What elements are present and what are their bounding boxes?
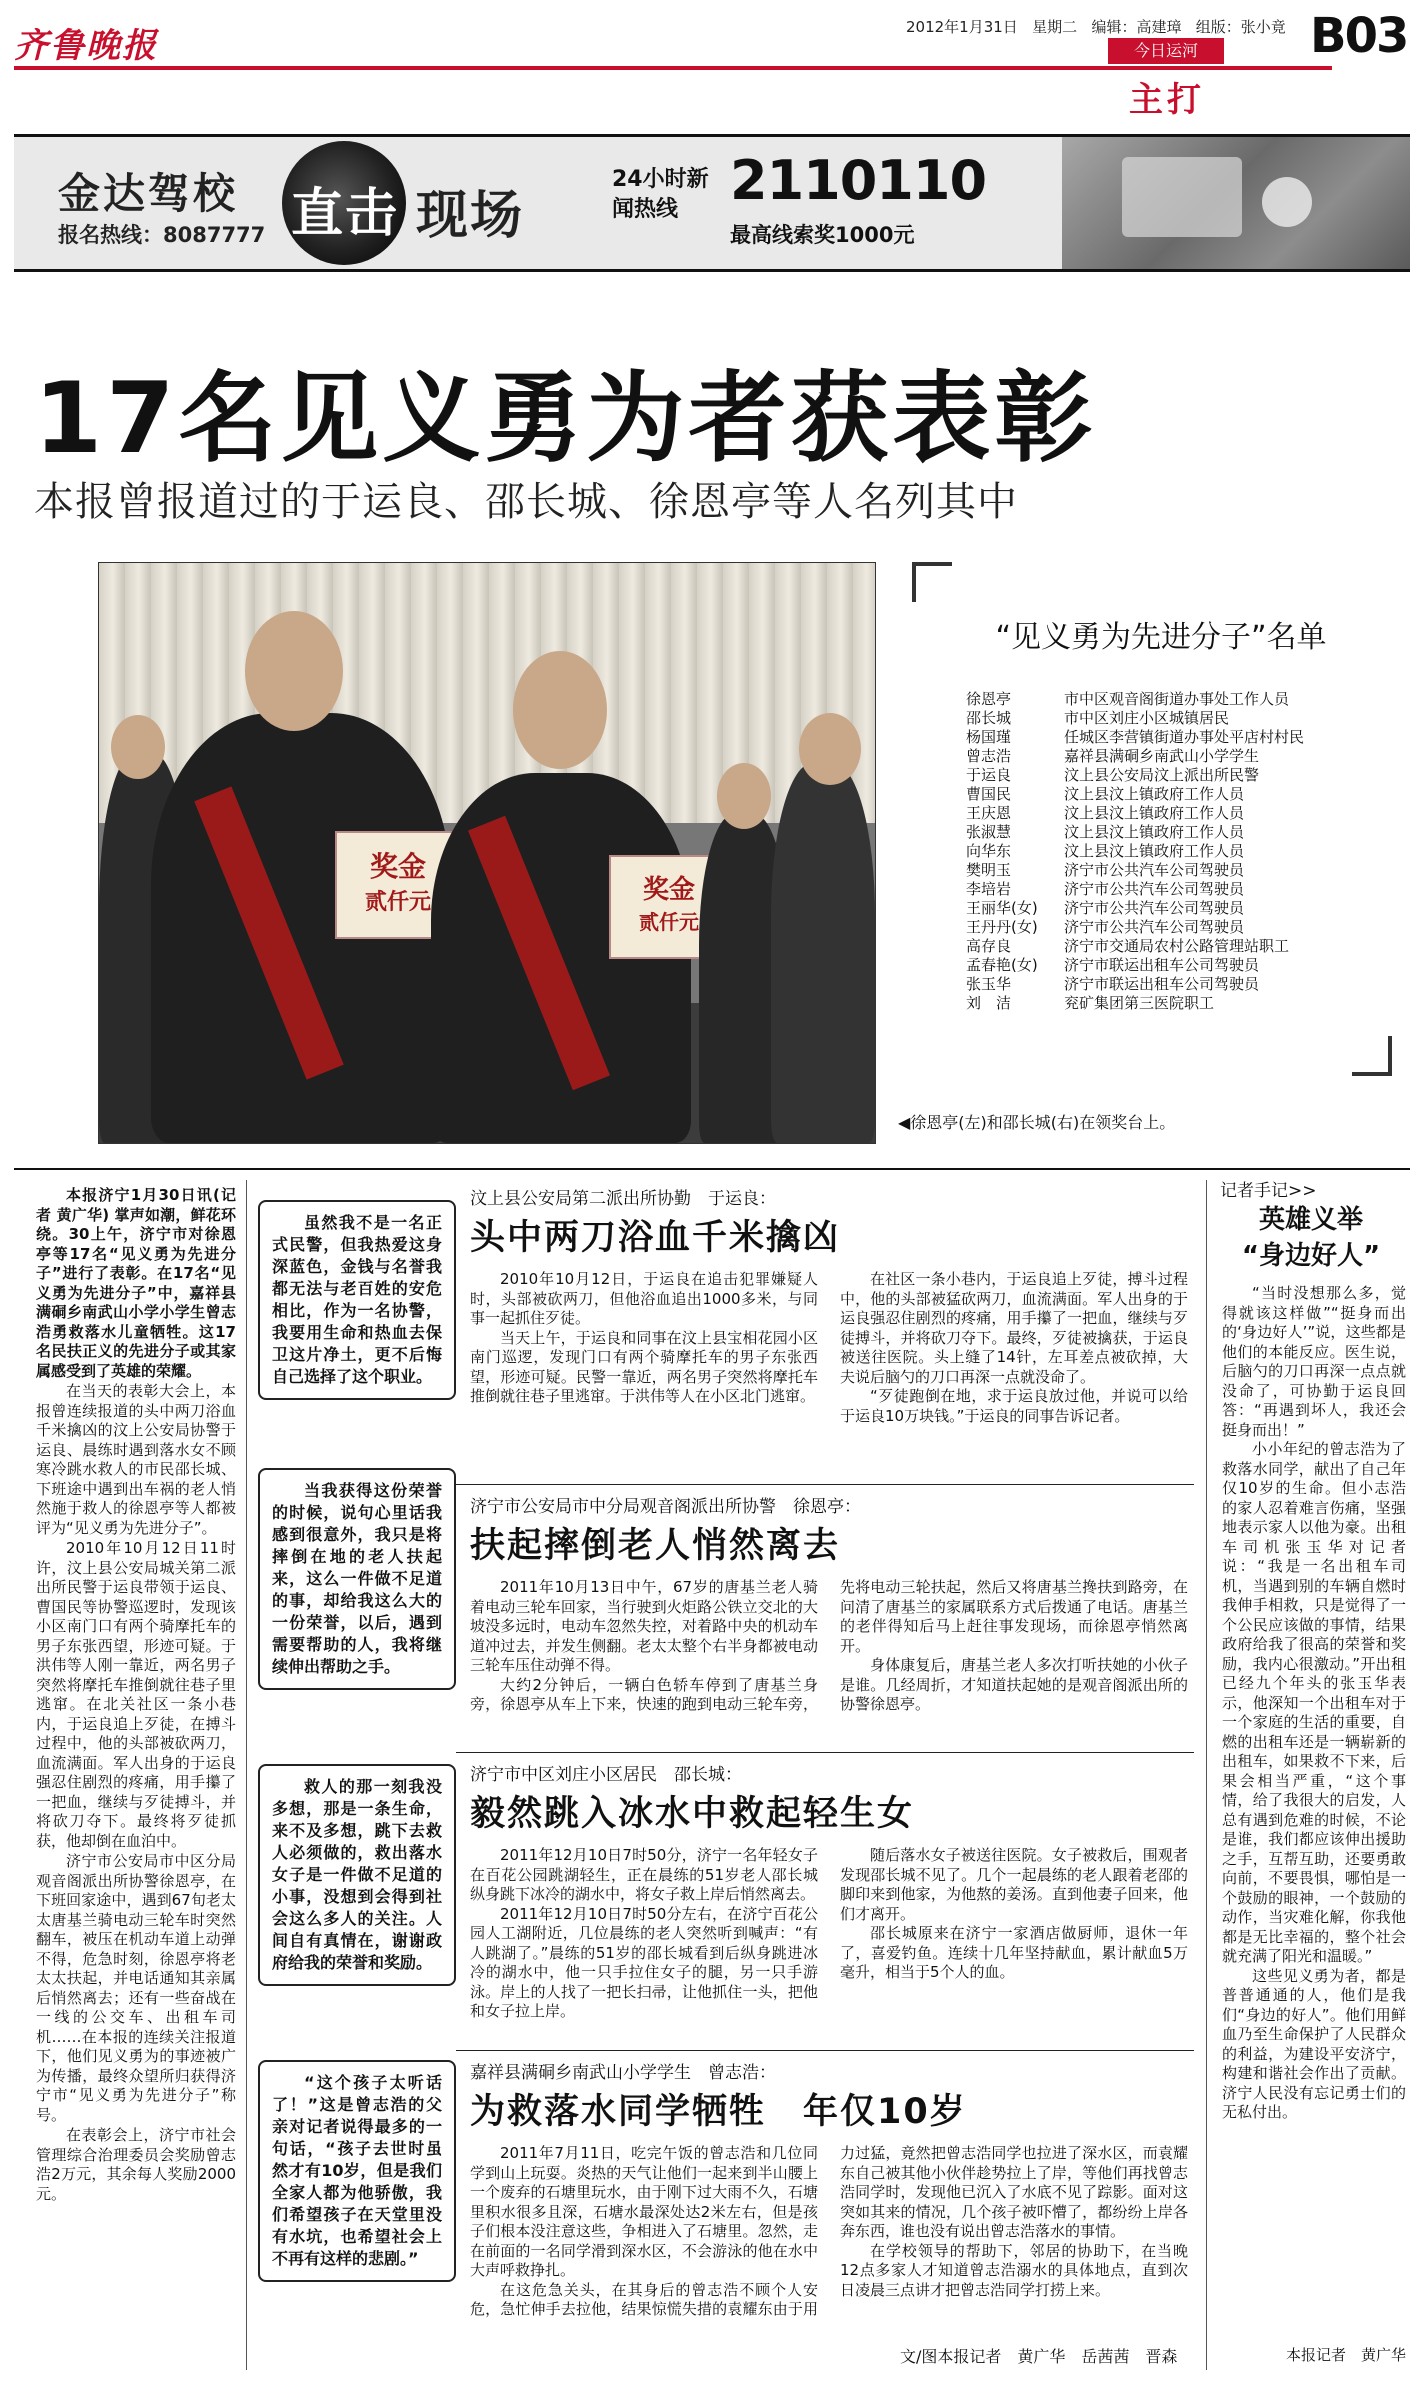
notes-kicker: 记者手记>>: [1220, 1181, 1317, 1201]
story-paragraph: 2011年12月10日7时50分左右，在济宁百花公园人工湖附近，几位晨练的老人突然听到喊声：“有人跳湖了。”晨练的51岁的邵长城看到后纵身跳进冰冷的湖水中，他一只手拉住女子的腿，另一只手游泳。岸上的人找了一把长扫帚，让他抓住一头，把他和女子拉上岸。: [470, 1904, 818, 2020]
issue-editor: 编辑：高建璋: [1091, 18, 1182, 36]
honoree-name: 曾志浩: [966, 747, 1012, 765]
story-paragraph: 2011年12月10日7时50分，济宁一名年轻女子在百花公园跳湖轻生，正在晨练的51岁老人邵长城纵身跳下冰冷的湖水中，将女子救上岸后悄然离去。: [470, 1846, 818, 1903]
quote-box: [258, 1468, 456, 1690]
story-title: 为救落水同学牺牲 年仅10岁: [470, 2092, 967, 2132]
column-divider: [1206, 1180, 1207, 2370]
quote-text: 虽然我不是一名正式民警，但我热爱这身深蓝色，金钱与名誉我都无法与老百姓的安危相比，作为一名协警，我要用生命和热血去保卫这片净土，更不后悔自己选择了这个职业。: [272, 1213, 442, 1386]
honoree-row: [966, 994, 1386, 1013]
hotline-label: 24小时新闻热线: [612, 167, 709, 222]
honoree-name: 邵长城: [966, 709, 1012, 727]
story-body: [470, 1270, 1188, 1480]
column-host: 主打: [1129, 80, 1205, 120]
notes-body: [1222, 1284, 1406, 2123]
story-title: 扶起摔倒老人悄然离去: [470, 1526, 841, 1566]
honoree-unit: 济宁市交通局农村公路管理站职工: [1064, 937, 1290, 955]
honoree-name: 张玉华: [966, 975, 1012, 993]
person-right-head: [513, 651, 607, 769]
award-card-right-line1: 奖金: [642, 875, 695, 905]
honoree-row: [966, 880, 1386, 899]
newspaper-logo: 齐鲁晚报: [14, 26, 158, 66]
quote-text: 救人的那一刻我没多想，那是一条生命，来不及多想，跳下去救人必须做的，救出落水女子是一件做不足道的小事，没想到会得到社会这么多人的关注。人间自有真情在，谢谢政府给我的荣誉和奖励。: [272, 1777, 442, 1972]
lead-paragraph: 济宁市公安局市中区分局观音阁派出所协警徐恩亭，在下班回家途中，遇到67旬老太太唐基兰骑电动三轮车时突然翻车，被压在机动车道上动弹不得，危急时刻，徐恩亭将老太太扶起，并电话通知其亲属后悄然离去；还有一些奋战在一线的公交车、出租车司机……在本报的连续关注报道下，他们见义勇为的事迹被广为传播，最终众望所归获得济宁市“见义勇为先进分子”称号。: [36, 1852, 236, 2124]
honoree-unit: 市中区刘庄小区城镇居民: [1064, 709, 1230, 727]
honoree-name: 于运良: [966, 766, 1012, 784]
honoree-unit: 济宁市联运出租车公司驾驶员: [1064, 956, 1260, 974]
photo-caption: ◀徐恩亭(左)和邵长城(右)在领奖台上。: [898, 1113, 1176, 1132]
honoree-row: [966, 728, 1386, 747]
issue-layout: 组版：张小竟: [1195, 18, 1286, 36]
hotline-reward: 最高线索奖1000元: [730, 223, 915, 247]
honoree-list-title: “见义勇为先进分子”名单: [995, 620, 1327, 655]
award-card-right-line2: 贰仟元: [639, 910, 699, 934]
story-body: [470, 1578, 1188, 1748]
story-title: 毅然跳入冰水中救起轻生女: [470, 1794, 915, 1834]
honoree-unit: 汶上县汶上镇政府工作人员: [1064, 823, 1245, 841]
honoree-unit: 济宁市公共汽车公司驾驶员: [1064, 899, 1245, 917]
story-paragraph: “歹徒跑倒在地，求于运良放过他，并说可以给于运良10万块钱。”于运良的同事告诉记者。: [840, 1387, 1188, 1425]
list-frame-corner: [912, 562, 952, 602]
quote-box: [258, 1200, 456, 1400]
honoree-name: 樊明玉: [966, 861, 1012, 879]
story-paragraph: 邵长城原来在济宁一家酒店做厨师，退休一年了，喜爱钓鱼。连续十几年坚持献血，累计献血5万毫升，相当于5个人的血。: [840, 1924, 1188, 1981]
story-paragraph: 随后落水女子被送往医院。女子被救后，围观者发现邵长城不见了。几个一起晨练的老人跟着老邵的脚印来到他家，为他熬的姜汤。直到他妻子回来，他们才离开。: [840, 1846, 1188, 1923]
award-photo: [98, 562, 876, 1144]
honoree-row: [966, 937, 1386, 956]
honoree-name: 孟春艳(女): [966, 956, 1038, 974]
honoree-unit: 济宁市联运出租车公司驾驶员: [1064, 975, 1260, 993]
column-tag: 今日运河: [1108, 38, 1224, 64]
masthead-rule: [14, 66, 1332, 70]
story-body: [470, 1846, 1188, 2046]
list-frame-corner: [1352, 1036, 1392, 1076]
honoree-row: [966, 804, 1386, 823]
person-left-head: [245, 611, 343, 731]
quote-box: [258, 2060, 456, 2282]
honoree-name: 向华东: [966, 842, 1012, 860]
background-person-2-head: [717, 763, 771, 829]
issue-date: 2012年1月31日: [906, 18, 1018, 36]
background-person-3: [771, 763, 875, 1143]
story-kicker: 济宁市公安局市中分局观音阁派出所协警 徐恩亭：: [470, 1497, 861, 1517]
honoree-unit: 兖矿集团第三医院职工: [1064, 994, 1215, 1012]
honoree-row: [966, 747, 1386, 766]
honoree-unit: 市中区观音阁街道办事处工作人员: [1064, 690, 1290, 708]
hotline-number: 2110110: [730, 149, 987, 212]
honoree-unit: 汶上县汶上镇政府工作人员: [1064, 842, 1245, 860]
story-paragraph: 身体康复后，唐基兰老人多次打听扶她的小伙子是谁。几经周折，才知道扶起她的是观音阁派出所的协警徐恩亭。: [840, 1656, 1188, 1713]
story-divider: [456, 1752, 1194, 1753]
advertiser-name: 金达驾校: [58, 169, 239, 218]
issue-weekday: 星期二: [1032, 18, 1078, 36]
headline: 17名见义勇为者获表彰: [34, 362, 1097, 476]
story-paragraph: 2011年7月11日，吃完午饭的曾志浩和几位同学到山上玩耍。炎热的天气让他们一起来到半山腰上一个废弃的石塘里玩水，由于刚下过大雨不久，石塘里积水很多且深，石塘水最深处达2米左右，但是孩子们根本没注意这些，争相进入了石塘里。忽然，走在前面的一名同学滑到深水区，不会游泳的他在水中大声呼救挣扎。: [470, 2144, 818, 2279]
honoree-name: 王丹丹(女): [966, 918, 1038, 936]
honoree-row: [966, 956, 1386, 975]
lead-paragraph: 在表彰会上，济宁市社会管理综合治理委员会奖励曾志浩2万元，其余每人奖励2000元。: [36, 2126, 236, 2203]
lead-paragraph: 在当天的表彰大会上，本报曾连续报道的头中两刀浴血千米擒凶的汶上公安局协警于运良、晨练时遇到落水女不顾寒冷跳水救人的市民邵长城、下班途中遇到出车祸的老人悄然施于救人的徐恩亭等人都被评为“见义勇为先进分子”。: [36, 1382, 236, 1537]
background-person-3-head: [799, 713, 861, 785]
honoree-unit: 汶上县汶上镇政府工作人员: [1064, 804, 1245, 822]
honoree-unit: 汶上县汶上镇政府工作人员: [1064, 785, 1245, 803]
honoree-unit: 济宁市公共汽车公司驾驶员: [1064, 880, 1245, 898]
honoree-name: 王庆恩: [966, 804, 1012, 822]
honoree-name: 刘 洁: [966, 994, 1012, 1012]
section-banner: [14, 134, 1410, 272]
honoree-name: 杨国瑾: [966, 728, 1012, 746]
lead-paragraph: 2010年10月12日11时许，汶上县公安局城关第二派出所民警于运良带领于运良、曹国民等协警巡逻时，发现该小区南门口有两个骑摩托车的男子东张西望，形迹可疑。于洪伟等人刚一靠近，两名男子突然将摩托车推倒就往巷子里逃窜。在北关社区一条小巷内，于运良追上歹徒，在搏斗过程中，他的头部被砍两刀，血流满面。军人出身的于运良强忍住剧烈的疼痛，用手攥了一把血，继续与歹徒搏斗，并将砍刀夺下。最终将歹徒抓获，他却倒在血泊中。: [36, 1539, 236, 1850]
story-paragraph: 在这危急关头，在其身后的曾志浩不顾个人安危，急忙伸手去拉他，结果惊慌失措的袁耀东由于用力过猛，竟然把曾志浩同学也拉进了深水区，而袁耀东自己被其他小伙伴趁势拉上了岸，等他们再找曾志浩同学时，发现他已沉入了水底不见了踪影。面对这突如其来的情况，几个孩子被吓懵了，都纷纷上岸各奔东西，谁也没有说出曾志浩落水的事情。: [470, 2144, 1188, 2318]
lead-paragraph: 本报济宁1月30日讯(记者 黄广华) 掌声如潮，鲜花环绕。30上午，济宁市对徐恩亭等17名“见义勇为先进分子”进行了表彰。在17名“见义勇为先进分子”中，嘉祥县满硐乡南武山小学小学生曾志浩勇救落水儿童牺牲。这17名民扶正义的先进分子或其家属感受到了英雄的荣耀。: [36, 1186, 236, 1380]
banner-photo: [1062, 137, 1410, 269]
story-kicker: 汶上县公安局第二派出所协勤 于运良：: [470, 1189, 776, 1209]
honoree-unit: 嘉祥县满硐乡南武山小学学生: [1064, 747, 1260, 765]
honoree-row: [966, 975, 1386, 994]
honoree-unit: 任城区李营镇街道办事处平店村村民: [1064, 728, 1305, 746]
story-paragraph: 当天上午，于运良和同事在汶上县宝相花园小区南门巡逻，发现门口有两个骑摩托车的男子东张西望，形迹可疑。民警一靠近，两名男子突然将摩托车推倒就往巷子里逃窜。于洪伟等人在小区北门逃窜。: [470, 1328, 818, 1405]
lead-article: [36, 1186, 236, 2205]
notes-byline: 本报记者 黄广华: [1285, 2346, 1406, 2364]
story-title: 头中两刀浴血千米擒凶: [470, 1218, 841, 1258]
story-divider: [456, 2050, 1194, 2051]
honoree-unit: 汶上县公安局汶上派出所民警: [1064, 766, 1260, 784]
honoree-unit: 济宁市公共汽车公司驾驶员: [1064, 861, 1245, 879]
issue-info: [906, 16, 1286, 37]
story-paragraph: 在社区一条小巷内，于运良追上歹徒，搏斗过程中，他的头部被猛砍两刀，血流满面。军人出身的于运良强忍住剧烈的疼痛，用手攥了一把血，继续与歹徒搏斗，并将砍刀夺下。最终，歹徒被擒获，于运良被送往医院。头上缝了14针，左耳差点被砍掉，大夫说后脑勺的刀口再深一点就没命了。: [840, 1270, 1188, 1386]
award-card-left-line1: 奖金: [369, 850, 426, 883]
honoree-row: [966, 842, 1386, 861]
background-person-head: [111, 715, 165, 779]
honoree-name: 高存良: [966, 937, 1012, 955]
column-divider: [246, 1180, 247, 2370]
subheadline: 本报曾报道过的于运良、邵长城、徐恩亭等人名列其中: [34, 479, 1018, 525]
story-divider: [456, 1484, 1194, 1485]
honoree-name: 王丽华(女): [966, 899, 1038, 917]
honoree-unit: 济宁市公共汽车公司驾驶员: [1064, 918, 1245, 936]
notes-paragraph: 小小年纪的曾志浩为了救落水同学，献出了自己年仅10岁的生命。但小志浩的家人忍着难言伤痛，坚强地表示家人以他为豪。出租车司机张玉华对记者说：“我是一名出租车司机，当遇到别的车辆自燃时我伸手相救，只是觉得了一个公民应该做的事情，结果政府给我了很高的荣誉和奖励，我内心很激动。”开出租已经九个年头的张玉华表示，他深知一个出租车对于一个家庭的生活的重要，自燃的出租车还是一辆崭新的出租车，如果救不下来，后果会相当严重，“这个事情，给了我很大的启发，人总有遇到危难的时候，不论是谁，我们都应该伸出援助之手，互帮互助，还要勇敢向前，不要畏惧，哪怕是一个鼓励的眼神，一个鼓励的动作，当灾难化解，你我他都是无比幸福的，整个社会就充满了阳光和温暖。”: [1222, 1440, 1406, 1965]
honoree-row: [966, 785, 1386, 804]
section-brush-text: 直击: [290, 184, 399, 244]
advertiser-phone: 报名热线：8087777: [58, 223, 266, 247]
notes-paragraph: “当时没想那么多，觉得就该这样做”“挺身而出的‘身边好人’”说，这些都是他们的本能反应。医生说，后脑勺的刀口再深一点点就没命了，可协勤于运良回答：“再遇到坏人，我还会挺身而出！”: [1222, 1284, 1406, 1439]
section-name: 现场: [416, 186, 525, 246]
honoree-list: [966, 690, 1386, 1013]
notes-paragraph: 这些见义勇为者，都是普普通通的人，他们是我们“身边的好人”。他们用鲜血乃至生命保护了人民群众的利益，为建设平安济宁，构建和谐社会作出了贡献。济宁人民没有忘记勇士们的无私付出。: [1222, 1966, 1406, 2121]
story-kicker: 嘉祥县满硐乡南武山小学学生 曾志浩：: [470, 2063, 776, 2083]
honoree-name: 曹国民: [966, 785, 1012, 803]
honoree-row: [966, 899, 1386, 918]
story-paragraph: 2010年10月12日，于运良在追击犯罪嫌疑人时，头部被砍两刀，但他浴血追出1000多米，与同事一起抓住歹徒。: [470, 1270, 818, 1327]
section-divider: [14, 1168, 1410, 1170]
quote-box: [258, 1764, 456, 1986]
honoree-row: [966, 861, 1386, 880]
story-paragraph: 在学校领导的帮助下，邻居的协助下，在当晚12点多家人才知道曾志浩溺水的具体地点，直到次日凌晨三点讲才把曾志浩同学打捞上来。: [840, 2241, 1188, 2299]
story-paragraph: 大约2分钟后，一辆白色轿车停到了唐基兰身旁，徐恩亭从车上下来，快速的跑到电动三轮车旁，先将电动三轮扶起，然后又将唐基兰搀扶到路旁，在问清了唐基兰的家属联系方式后拨通了电话。唐基兰的老伴得知后马上赶往事发现场，而徐恩亭悄然离开。: [470, 1578, 1188, 1713]
story-credit: 文/图本报记者 黄广华 岳茜茜 晋森: [900, 2347, 1178, 2366]
quote-text: “这个孩子太听话了！”这是曾志浩的父亲对记者说得最多的一句话，“孩子去世时虽然才有10岁，但是我们全家人都为他骄傲，我们希望孩子在天堂里没有水坑，也希望社会上不再有这样的悲剧。”: [272, 2073, 442, 2268]
honoree-name: 李培岩: [966, 880, 1012, 898]
honoree-row: [966, 690, 1386, 709]
honoree-row: [966, 766, 1386, 785]
page-number: B03: [1310, 8, 1408, 64]
story-body: [470, 2144, 1188, 2340]
honoree-name: 徐恩亭: [966, 690, 1012, 708]
honoree-row: [966, 823, 1386, 842]
honoree-name: 张淑慧: [966, 823, 1012, 841]
honoree-row: [966, 918, 1386, 937]
story-kicker: 济宁市中区刘庄小区居民 邵长城：: [470, 1765, 742, 1785]
honoree-row: [966, 709, 1386, 728]
award-card-left-line2: 贰仟元: [364, 889, 431, 915]
quote-text: 当我获得这份荣誉的时候，说句心里话我感到很意外，我只是将摔倒在地的老人扶起来，这么一件做不足道的事，却给我这么大的一份荣誉，以后，遇到需要帮助的人，我将继续伸出帮助之手。: [272, 1481, 442, 1676]
story-paragraph: 2011年10月13日中午，67岁的唐基兰老人骑着电动三轮车回家，当行驶到火炬路公铁立交北的大坡没多远时，电动车忽然失控，对着路中央的机动车道冲过去，并发生侧翻。老太太整个右半身都被电动三轮车压住动弹不得。: [470, 1578, 818, 1674]
notes-title: 英雄义举 “身边好人”: [1241, 1205, 1381, 1271]
